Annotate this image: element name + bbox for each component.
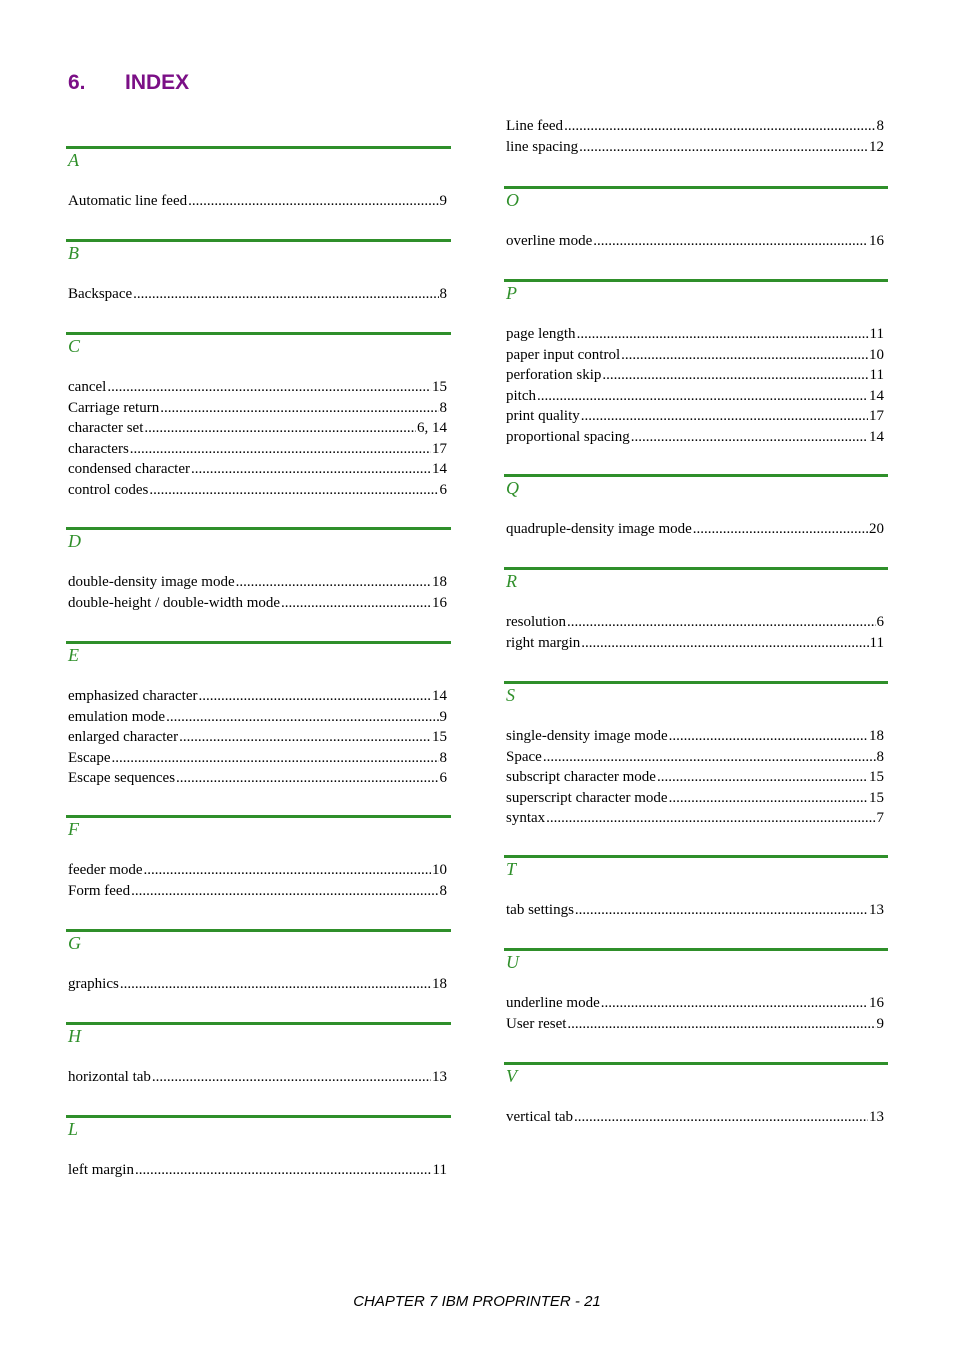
page-number: 10 [869,346,884,363]
index-term: Escape sequences [68,770,176,786]
index-entry [66,191,451,212]
index-term: tab settings [506,902,574,918]
index-term: subscript character mode [506,769,656,785]
index-term: graphics [68,976,119,992]
index-term: User reset [506,1015,567,1032]
index-term: underline mode [506,995,600,1011]
dot-leader [131,881,438,902]
section-rule [66,641,451,644]
index-entry [504,519,888,540]
page-number: 8 [439,882,447,899]
page-number: 12 [869,138,884,155]
index-term: perforation skip [506,367,602,383]
index-entry [66,1160,451,1181]
page-number: 8 [439,286,447,302]
index-term: emphasized character [68,688,198,704]
index-term: enlarged character [68,729,179,745]
entry-list [66,1160,451,1181]
index-term: resolution [506,614,566,630]
index-entry [66,860,451,881]
page-number: 13 [432,1069,447,1085]
page-number: 8 [876,118,884,134]
page-number: 18 [432,574,447,590]
dot-leader [111,748,438,769]
entry-list [66,1067,451,1088]
entry-list [66,191,451,212]
index-term: characters [68,440,129,457]
index-entry [504,612,888,633]
entry-list [504,231,888,252]
page-number: 9 [439,193,447,209]
index-term: Line feed [506,118,564,134]
dot-leader [564,116,875,137]
page-number: 7 [876,810,884,826]
index-term: Escape [68,749,111,766]
index-term: character set [68,420,144,436]
dot-leader [176,768,438,789]
index-term: print quality [506,408,580,424]
index-section [504,474,888,540]
index-entry [504,324,888,345]
section-rule [504,279,888,282]
index-term: condensed character [68,461,191,477]
dot-leader [120,974,431,995]
index-section [66,239,451,305]
index-term: overline mode [506,233,593,249]
dot-leader [577,324,869,345]
index-term: horizontal tab [68,1069,151,1085]
dot-leader [693,519,868,540]
index-entry [504,808,888,829]
section-rule [66,239,451,242]
page-number: 6 [439,770,447,786]
index-entry [66,398,451,419]
page-number: 10 [432,862,447,878]
entry-list [504,116,888,157]
entry-list [66,284,451,305]
page-number: 11 [869,634,884,651]
page-number: 8 [439,749,447,766]
index-entry [504,1014,888,1035]
index-term: Form feed [68,882,131,899]
index-term: Backspace [68,286,133,302]
dot-leader [166,707,438,728]
section-rule [66,1022,451,1025]
dot-leader [537,386,868,407]
index-section [504,681,888,829]
page-number: 11 [869,326,884,342]
index-section [504,948,888,1034]
dot-leader [602,365,868,386]
page-number: 8 [439,399,447,416]
entry-list [504,519,888,540]
index-term: Automatic line feed [68,193,188,209]
dot-leader [160,398,438,419]
section-rule [504,948,888,951]
index-section [66,929,451,995]
entry-list [504,1107,888,1128]
section-letter: B [68,243,79,263]
dot-leader [574,1107,868,1128]
section-letter: S [506,685,515,705]
index-entry [66,707,451,728]
index-section [66,332,451,500]
index-entry [504,231,888,252]
index-term: feeder mode [68,862,143,878]
section-rule [66,815,451,818]
section-rule [504,567,888,570]
dot-leader [149,480,438,501]
section-letter: R [506,571,517,591]
page-number: 11 [869,367,884,383]
page-number: 13 [869,1109,884,1125]
index-entry [66,593,451,614]
index-section [504,855,888,921]
page-number: 14 [432,461,447,477]
section-letter: D [68,531,81,551]
section-letter: F [68,819,79,839]
index-term: vertical tab [506,1109,574,1125]
entry-list [504,612,888,653]
index-section [504,186,888,252]
index-section [66,641,451,789]
index-entry [504,386,888,407]
index-term: superscript character mode [506,789,668,806]
index-term: proportional spacing [506,428,630,445]
dot-leader [199,686,432,707]
page-number: 17 [869,408,884,424]
section-letter: Q [506,478,519,498]
section-letter: U [506,952,519,972]
index-term: double-density image mode [68,574,235,590]
index-term: pitch [506,387,536,404]
page-number: 6 [439,481,447,498]
dot-leader [135,1160,432,1181]
entry-list [66,572,451,613]
page-number: 15 [432,379,447,395]
dot-leader [579,137,868,158]
dot-leader [581,406,868,427]
index-entry [504,137,888,158]
dot-leader [669,726,868,747]
index-entry [66,727,451,748]
index-entry [66,768,451,789]
index-section [66,527,451,613]
section-letter: H [68,1026,81,1046]
entry-list [504,900,888,921]
dot-leader [575,900,868,921]
section-rule [66,929,451,932]
dot-leader [179,727,431,748]
dot-leader [593,231,868,252]
section-rule [66,332,451,335]
dot-leader [631,427,868,448]
index-entry [504,747,888,768]
index-section [504,279,888,447]
entry-list [66,377,451,500]
entry-list [504,993,888,1034]
dot-leader [657,767,868,788]
dot-leader [567,612,876,633]
section-letter: C [68,336,81,356]
index-section [504,1062,888,1128]
index-entry [66,439,451,460]
index-entry [66,480,451,501]
section-letter: O [506,190,519,210]
page-number: 16 [869,233,884,249]
index-entry [504,993,888,1014]
page-number: 16 [869,995,884,1011]
index-term: Space [506,748,542,765]
page-number: 9 [876,1015,884,1032]
dot-leader [546,808,875,829]
dot-leader [669,788,868,809]
index-section [504,567,888,653]
index-entry [66,686,451,707]
dot-leader [543,747,876,768]
dot-leader [107,377,431,398]
page-number: 14 [869,387,884,404]
section-title: INDEX [125,71,190,94]
index-entry [504,633,888,654]
dot-leader [144,860,431,881]
page-number: 14 [869,428,884,445]
index-term: left margin [68,1162,134,1178]
page-number: 18 [432,976,447,992]
entry-list [66,974,451,995]
index-entry [66,974,451,995]
page-number: 15 [869,769,884,785]
index-section [66,1022,451,1088]
index-entry [504,345,888,366]
page-number: 17 [432,440,447,457]
index-entry [504,788,888,809]
index-entry [66,1067,451,1088]
index-entry [66,459,451,480]
section-rule [504,474,888,477]
entry-list [504,726,888,829]
section-letter: P [506,283,517,303]
section-letter: G [68,933,81,953]
dot-leader [601,993,868,1014]
index-entry [66,748,451,769]
page-footer: CHAPTER 7 IBM PROPRINTER - 21 [353,1293,601,1310]
dot-leader [236,572,431,593]
section-rule [504,186,888,189]
dot-leader [191,459,431,480]
continued-section-l [504,116,888,157]
section-letter: T [506,859,517,879]
section-rule [504,855,888,858]
index-entry [66,377,451,398]
page-number: 6 [876,614,884,630]
index-term: control codes [68,481,149,498]
section-letter: A [68,150,79,170]
index-term: page length [506,326,576,342]
index-entry [66,418,451,439]
section-rule [504,1062,888,1065]
index-term: right margin [506,634,581,651]
entry-list [66,860,451,901]
index-term: emulation mode [68,708,166,725]
entry-list [66,686,451,789]
dot-leader [152,1067,431,1088]
section-letter: E [68,645,79,665]
page-number: 14 [432,688,447,704]
index-term: double-height / double-width mode [68,594,281,611]
page-number: 9 [439,708,447,725]
index-entry [504,116,888,137]
index-entry [504,900,888,921]
index-entry [504,1107,888,1128]
index-term: single-density image mode [506,728,668,744]
section-rule [504,681,888,684]
index-entry [504,767,888,788]
index-entry [66,572,451,593]
index-entry [504,406,888,427]
section-rule [66,1115,451,1118]
index-section [66,146,451,212]
section-number: 6. [68,71,86,94]
section-letter: L [68,1119,79,1139]
section-rule [66,146,451,149]
index-term: paper input control [506,346,621,363]
index-term: cancel [68,379,107,395]
index-entry [504,726,888,747]
page-number: 20 [869,521,884,537]
page-number: 15 [869,789,884,806]
dot-leader [567,1014,875,1035]
dot-leader [621,345,868,366]
page-number: 6, 14 [417,420,447,436]
dot-leader [133,284,438,305]
index-entry [504,427,888,448]
page-number: 16 [432,594,447,611]
page-number: 8 [876,748,884,765]
section-letter: V [506,1066,517,1086]
index-entry [66,284,451,305]
dot-leader [581,633,868,654]
page-number: 13 [869,902,884,918]
dot-leader [130,439,431,460]
dot-leader [144,418,416,439]
index-entry [66,881,451,902]
index-term: Carriage return [68,399,160,416]
page-number: 18 [869,728,884,744]
index-term: line spacing [506,138,579,155]
index-term: quadruple-density image mode [506,521,692,537]
page-number: 11 [432,1162,447,1178]
page-title [68,68,189,98]
index-term: syntax [506,810,546,826]
page-number: 15 [432,729,447,745]
dot-leader [281,593,431,614]
entry-list [504,324,888,447]
dot-leader [188,191,438,212]
section-rule [66,527,451,530]
index-section [66,815,451,901]
index-entry [504,365,888,386]
index-section [66,1115,451,1181]
